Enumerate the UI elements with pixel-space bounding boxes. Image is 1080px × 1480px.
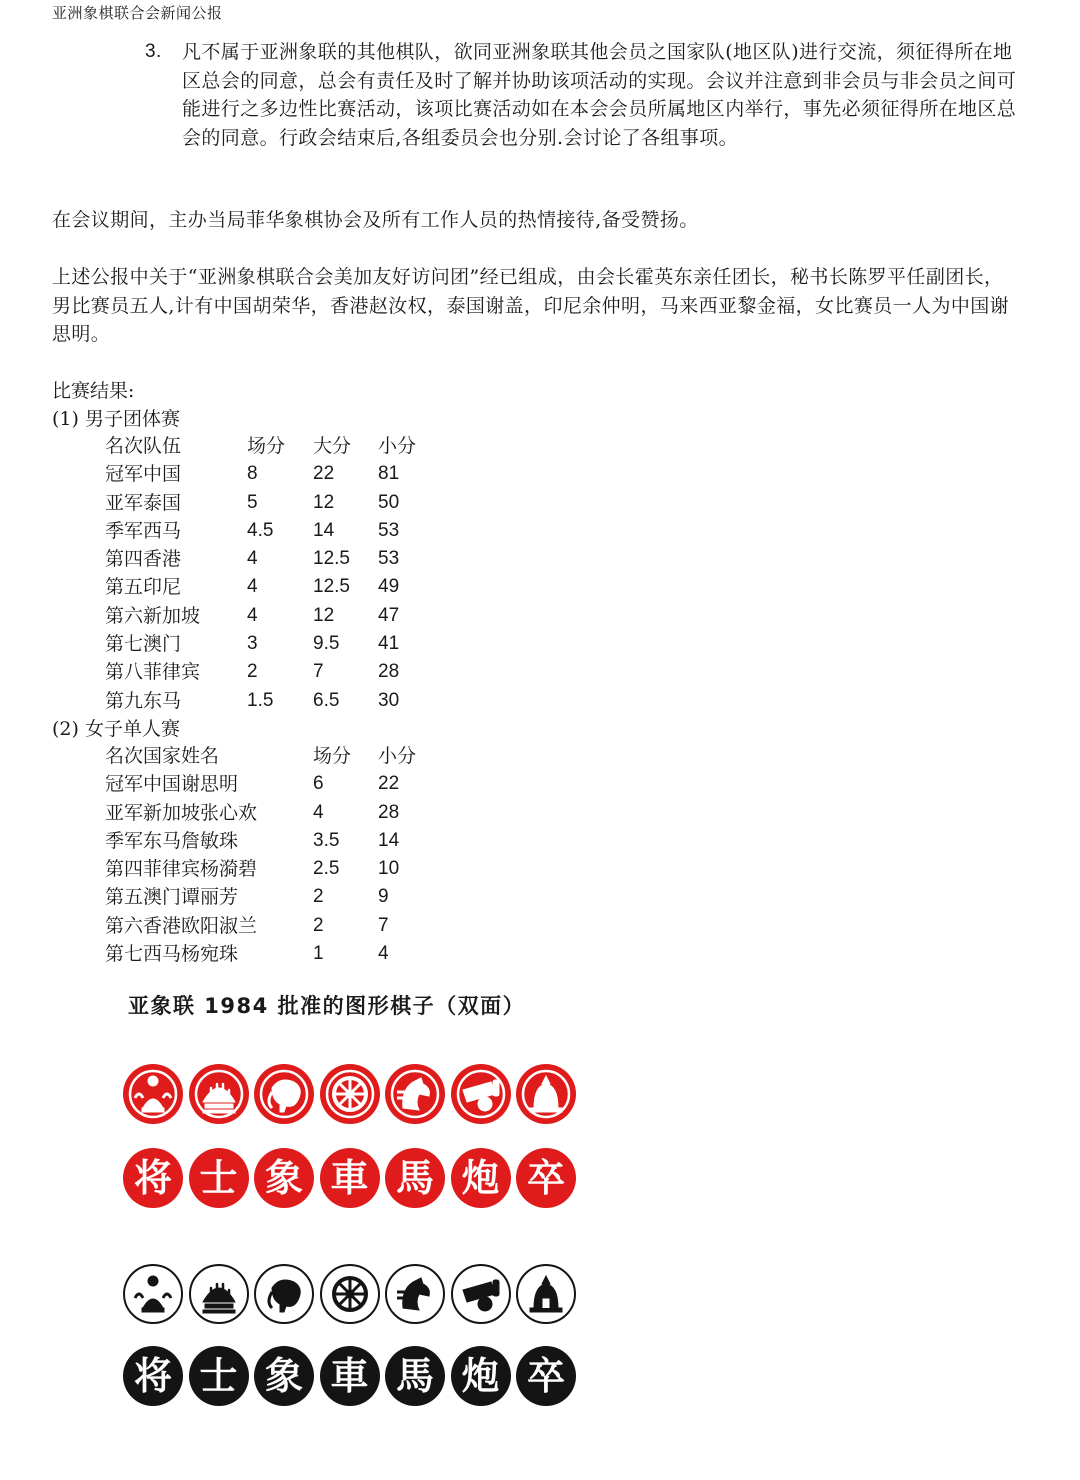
table-cell: 季军东马詹敏珠 xyxy=(105,829,239,852)
table-cell: 第六新加坡 xyxy=(105,604,201,627)
table-cell: 1.5 xyxy=(247,689,274,711)
table-cell: 第七西马杨宛珠 xyxy=(105,943,239,966)
column-header: 小分 xyxy=(378,745,417,767)
list-item-text: 凡不属于亚洲象联的其他棋队，欲同亚洲象联其他会员之国家队(地区队)进行交流，须征得所在地区总会的同意，总会有责任及时了解并协助该项活动的实现。会议并注意到非会员与非会员之间可能进行之多边性比赛活动，该项比赛活动如在本会会员所属地区内举行，事先必须征得所在地区总会的同意。行政会结束后,各组委员会也分别.会讨论了各组事项。 xyxy=(182,41,1017,149)
list-item-3 xyxy=(145,38,1025,152)
results-title: 比赛结果: xyxy=(52,380,135,402)
column-header: 场分 xyxy=(313,745,352,767)
page-header: 亚洲象棋联合会新闻公报 xyxy=(52,4,223,22)
chariot-icon xyxy=(320,1264,380,1324)
table-cell: 53 xyxy=(378,519,400,541)
piece-character xyxy=(123,1148,183,1208)
general-icon xyxy=(123,1264,183,1324)
chariot-icon xyxy=(320,1064,380,1124)
piece-character-label: 士 xyxy=(199,1354,238,1398)
table-cell: 冠军中国 xyxy=(105,463,182,486)
table-cell: 7 xyxy=(378,914,389,936)
paragraph-delegation: 上述公报中关于“亚洲象棋联合会美加友好访问团”经已组成，由会长霍英东亲任团长，秘书长陈罗平任副团长，男比赛员五人,计有中国胡荣华，香港赵汝权，泰国谢盖，印尼余仲明，马来西亚黎金福，女比赛员一人为中国谢思明。 xyxy=(52,266,1010,345)
table-cell: 28 xyxy=(378,661,400,683)
column-header: 场分 xyxy=(247,435,286,457)
piece-character xyxy=(189,1346,249,1406)
cannon-icon xyxy=(451,1064,511,1124)
table-cell: 第六香港欧阳淑兰 xyxy=(105,914,258,937)
table-cell: 49 xyxy=(378,576,400,598)
table-cell: 30 xyxy=(378,689,400,711)
table-cell: 2.5 xyxy=(313,858,340,880)
table-cell: 6 xyxy=(313,773,324,795)
piece-character xyxy=(254,1148,314,1208)
piece-character-label: 将 xyxy=(133,1156,172,1200)
table-cell: 14 xyxy=(313,519,335,541)
piece-character-label: 士 xyxy=(199,1156,238,1200)
piece-character-label: 炮 xyxy=(461,1354,500,1398)
piece-character-label: 車 xyxy=(330,1354,369,1398)
table-cell: 9 xyxy=(378,886,389,908)
piece-character xyxy=(254,1346,314,1406)
elephant-icon xyxy=(254,1064,314,1124)
horse-icon xyxy=(385,1064,445,1124)
piece-character-label: 卒 xyxy=(526,1156,565,1200)
table-cell: 22 xyxy=(378,773,400,795)
table-cell: 2 xyxy=(313,914,324,936)
piece-character-label: 象 xyxy=(264,1354,303,1398)
piece-character xyxy=(320,1148,380,1208)
piece-character xyxy=(123,1346,183,1406)
advisor-icon xyxy=(189,1264,249,1324)
piece-character-label: 将 xyxy=(133,1354,172,1398)
table-cell: 亚军泰国 xyxy=(105,491,182,514)
cannon-icon xyxy=(451,1264,511,1324)
table-cell: 81 xyxy=(378,463,400,485)
black-icon-pieces-row xyxy=(123,1264,583,1328)
piece-character xyxy=(320,1346,380,1406)
men-team-heading: (1) 男子团体赛 xyxy=(52,408,180,430)
women-single-heading: (2) 女子单人赛 xyxy=(52,718,180,740)
piece-character-label: 車 xyxy=(330,1156,369,1200)
table-cell: 14 xyxy=(378,829,400,851)
table-cell: 53 xyxy=(378,548,400,570)
table-cell: 12 xyxy=(313,491,335,513)
column-header: 大分 xyxy=(313,435,352,457)
table-cell: 第五印尼 xyxy=(105,576,182,599)
table-cell: 4.5 xyxy=(247,519,274,541)
piece-character xyxy=(451,1346,511,1406)
piece-character xyxy=(385,1346,445,1406)
table-cell: 47 xyxy=(378,604,400,626)
piece-character-label: 象 xyxy=(264,1156,303,1200)
table-cell: 12.5 xyxy=(313,548,350,570)
table-cell: 12 xyxy=(313,604,335,626)
advisor-icon xyxy=(189,1064,249,1124)
table-cell: 亚军新加坡张心欢 xyxy=(105,801,258,824)
pieces-title: 亚象联 1984 批准的图形棋子（双面） xyxy=(128,994,526,1018)
piece-character xyxy=(385,1148,445,1208)
paragraph-reception: 在会议期间，主办当局菲华象棋协会及所有工作人员的热情接待,备受赞扬。 xyxy=(52,209,699,231)
table-cell: 12.5 xyxy=(313,576,350,598)
table-cell: 1 xyxy=(313,943,324,965)
general-icon xyxy=(123,1064,183,1124)
piece-character xyxy=(516,1346,576,1406)
table-cell: 6.5 xyxy=(313,689,340,711)
piece-character-label: 馬 xyxy=(395,1156,434,1200)
table-cell: 4 xyxy=(247,548,258,570)
table-cell: 第九东马 xyxy=(105,689,182,712)
black-character-pieces-row xyxy=(123,1346,583,1410)
elephant-icon xyxy=(254,1264,314,1324)
table-cell: 第四菲律宾杨漪碧 xyxy=(105,858,258,881)
table-cell: 第四香港 xyxy=(105,548,182,571)
table-cell: 10 xyxy=(378,858,400,880)
red-icon-pieces-row xyxy=(123,1064,583,1128)
table-cell: 3 xyxy=(247,633,258,655)
table-cell: 9.5 xyxy=(313,633,340,655)
table-cell: 28 xyxy=(378,801,400,823)
table-cell: 4 xyxy=(378,943,389,965)
table-cell: 第七澳门 xyxy=(105,633,182,656)
table-cell: 季军西马 xyxy=(105,519,182,542)
table-cell: 2 xyxy=(313,886,324,908)
table-cell: 41 xyxy=(378,633,400,655)
piece-character-label: 馬 xyxy=(395,1354,434,1398)
table-cell: 4 xyxy=(313,801,324,823)
table-cell: 7 xyxy=(313,661,324,683)
table-cell: 第五澳门谭丽芳 xyxy=(105,886,239,909)
red-character-pieces-row xyxy=(123,1148,583,1212)
table-cell: 2 xyxy=(247,661,258,683)
piece-character-label: 卒 xyxy=(526,1354,565,1398)
table-cell: 冠军中国谢思明 xyxy=(105,773,239,796)
table-cell: 22 xyxy=(313,463,335,485)
column-header: 小分 xyxy=(378,435,417,457)
horse-icon xyxy=(385,1264,445,1324)
table-cell: 4 xyxy=(247,604,258,626)
piece-character xyxy=(516,1148,576,1208)
table-cell: 50 xyxy=(378,491,400,513)
table-cell: 8 xyxy=(247,463,258,485)
piece-character-label: 炮 xyxy=(461,1156,500,1200)
table-cell: 4 xyxy=(247,576,258,598)
list-number: 3. xyxy=(145,41,162,62)
table-cell: 3.5 xyxy=(313,829,340,851)
column-header: 名次国家姓名 xyxy=(105,745,220,767)
column-header: 名次队伍 xyxy=(105,435,182,457)
piece-character xyxy=(451,1148,511,1208)
soldier-icon xyxy=(516,1264,576,1324)
table-cell: 第八菲律宾 xyxy=(105,661,201,684)
piece-character xyxy=(189,1148,249,1208)
table-cell: 5 xyxy=(247,491,258,513)
soldier-icon xyxy=(516,1064,576,1124)
